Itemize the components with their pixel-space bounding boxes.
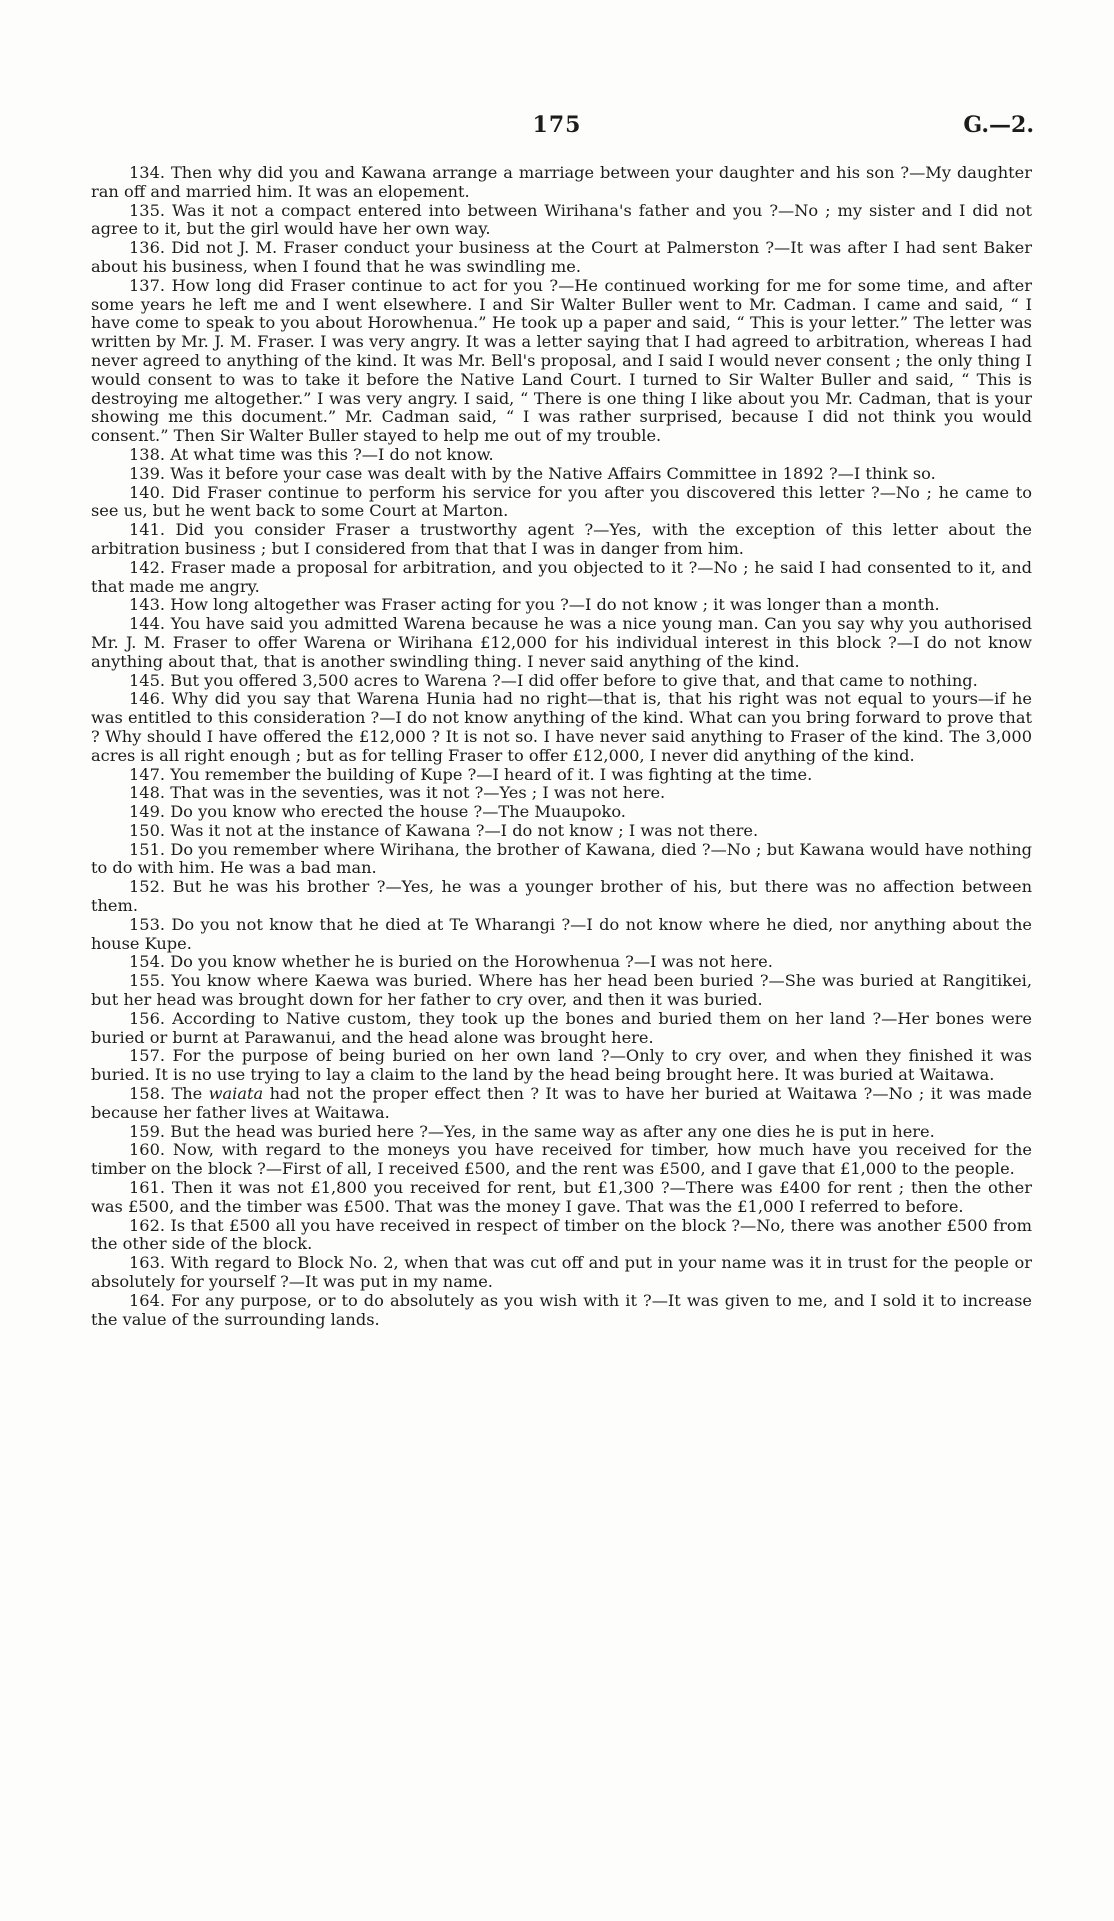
question-text: Why did you say that Warena Hunia had no right—that is, that his right was not equal to yours—if he was entitled to this consideration ?—: [91, 689, 1032, 728]
question-answer-paragraph: [91, 822, 1032, 841]
question-answer-paragraph: [91, 1085, 1032, 1123]
answer-text: It was put in my name.: [304, 1272, 493, 1292]
question-number: 142.: [129, 557, 166, 577]
question-answer-paragraph: [91, 596, 1032, 615]
question-answer-paragraph: [91, 690, 1032, 765]
question-answer-paragraph: [91, 484, 1032, 522]
question-text: But the head was buried here ?—: [170, 1121, 445, 1141]
question-text: Do you know who erected the house ?—: [170, 802, 499, 822]
answer-text: I do not know ; I was not there.: [500, 820, 759, 840]
answer-text: Yes, in the same way as after any one dies he is put in here.: [444, 1121, 935, 1141]
answer-text: The Muaupoko.: [498, 802, 626, 822]
answer-text: I was not here.: [650, 952, 773, 972]
question-text: You have said you admitted Warena because he was a nice young man. Can you say why you authorised Mr. J. M. Fraser to offer Warena or Wirihana £12,000 for his individual interest in this block ?—: [91, 614, 1032, 652]
answer-text: No ; my sister and I did not agree to it, but the girl would have her own way.: [91, 200, 1032, 239]
question-answer-paragraph: [91, 1217, 1032, 1255]
answer-text: No ; it was made because her father lives at Waitawa.: [91, 1084, 1032, 1122]
question-number: 148.: [129, 783, 166, 803]
question-answer-paragraph: [91, 784, 1032, 803]
question-number: 139.: [129, 463, 166, 483]
answer-text: My daughter ran off and married him. It was an elopement.: [91, 163, 1032, 201]
question-number: 160.: [129, 1140, 166, 1160]
question-text: had not the proper effect then ? It was to have her buried at Waitawa ?—: [263, 1084, 889, 1104]
answer-text: I heard of it. I was fighting at the time.: [492, 764, 813, 784]
question-text: How long did Fraser continue to act for you ?—: [171, 275, 575, 295]
question-text: That was in the seventies, was it not ?—: [170, 783, 500, 803]
answer-text: No ; he said I had consented to it, and that made me angry.: [91, 557, 1032, 596]
question-number: 135.: [129, 200, 166, 220]
answer-text: No, there was another £500 from the other side of the block.: [91, 1215, 1032, 1254]
question-number: 163.: [129, 1253, 166, 1273]
question-text: Did you consider Fraser a trustworthy agent ?—: [175, 520, 610, 540]
question-number: 157.: [129, 1046, 166, 1066]
question-number: 161.: [129, 1178, 166, 1198]
question-answer-paragraph: [91, 277, 1032, 446]
question-answer-paragraph: [91, 239, 1032, 277]
question-answer-paragraph: [91, 1047, 1032, 1085]
answer-text: I do not know anything of the kind. What can you bring forward to prove that ? Why should I have offered the £12,000 ? It is not so. I have never said anything to Fraser of the kind. The 3,000 acres is all right enough ; but as for telling Fraser to offer £12,000, I never did anything of the kind.: [91, 708, 1032, 765]
answer-text: There was £400 for rent ; then the other was £500, and the timber was £500. That was the money I gave. That was the £1,000 I referred to before.: [91, 1178, 1032, 1216]
question-text: Is that £500 all you have received in respect of timber on the block ?—: [170, 1215, 757, 1235]
question-text: Did not J. M. Fraser conduct your business at the Court at Palmerston ?—: [171, 238, 791, 258]
page-number: 175: [532, 112, 582, 138]
question-text: You remember the building of Kupe ?—: [170, 764, 493, 784]
question-number: 147.: [129, 764, 166, 784]
question-text: For any purpose, or to do absolutely as you wish with it ?—: [171, 1290, 668, 1310]
question-text: Do you not know that he died at Te Wharangi ?—: [171, 914, 587, 934]
answer-text: I think so.: [853, 463, 936, 483]
answer-text: Her bones were buried or burnt at Parawanui, and the head alone was brought here.: [91, 1008, 1032, 1047]
answer-text: He continued working for me for some time, and after some years he left me and I went elsewhere. I and Sir Walter Buller went to Mr. Cadman. I came and said, “ I have come to speak to you about Horowhenua.” He took up a paper and said, “ This is your letter.” The letter was written by Mr. J. M. Fraser. I was very angry. It was a letter saying that I had agreed to arbitration, whereas I had never agreed to anything of the kind. It was Mr. Bell's proposal, and I said I would never consent ; the only thing I would consent to was to take it before the Native Land Court. I turned to Sir Walter Buller and said, “ This is destroying me altogether.” I was very angry. I said, “ There is one thing I like about you Mr. Cadman, that is your showing me this document.” Mr. Cadman said, “ I was rather surprised, because I did not think you would consent.” Then Sir Walter Buller stayed to help me out of my trouble.: [91, 275, 1032, 446]
answer-text: I do not know.: [378, 444, 494, 464]
question-number: 153.: [129, 914, 166, 934]
evidence-body: [91, 164, 1032, 1329]
question-answer-paragraph: [91, 1254, 1032, 1292]
answer-text: It was after I had sent Baker about his business, when I found that he was swindling me.: [91, 238, 1033, 276]
question-text: You know where Kaewa was buried. Where has her head been buried ?—: [171, 971, 785, 991]
question-number: 154.: [129, 952, 166, 972]
question-answer-paragraph: [91, 953, 1032, 972]
answer-text: Yes, with the exception of this letter about the arbitration business ; but I considered from that that I was in danger from him.: [91, 520, 1032, 558]
question-number: 141.: [129, 520, 166, 540]
question-number: 158.: [129, 1084, 166, 1104]
answer-text: Yes, he was a younger brother of his, but there was no affection between them.: [91, 877, 1033, 916]
question-answer-paragraph: [91, 878, 1032, 916]
question-answer-paragraph: [91, 615, 1032, 671]
question-answer-paragraph: [91, 916, 1032, 954]
question-number: 155.: [129, 971, 166, 991]
question-text: Then why did you and Kawana arrange a marriage between your daughter and his son ?—: [170, 163, 926, 182]
question-number: 134.: [129, 163, 166, 182]
question-answer-paragraph: [91, 766, 1032, 785]
question-answer-paragraph: [91, 803, 1032, 822]
question-text: Was it not at the instance of Kawana ?—: [170, 820, 501, 840]
question-number: 150.: [129, 820, 166, 840]
question-number: 143.: [129, 595, 166, 615]
answer-text: It was given to me, and I sold it to increase the value of the surrounding lands.: [91, 1290, 1032, 1329]
question-number: 159.: [129, 1121, 166, 1141]
question-number: 156.: [129, 1008, 166, 1028]
answer-text: No ; he came to see us, but he went back to some Court at Marton.: [91, 482, 1032, 521]
question-answer-paragraph: [91, 1292, 1032, 1330]
question-answer-paragraph: [91, 1010, 1032, 1048]
question-text: With regard to Block No. 2, when that was cut off and put in your name was it in trust for the people or absolutely for yourself ?—: [91, 1253, 1032, 1292]
question-number: 136.: [129, 238, 166, 258]
answer-text: Only to cry over, and when they finished it was buried. It is no use trying to lay a claim to the land by the head being brought here. It was buried at Waitawa.: [91, 1046, 1032, 1085]
question-text: According to Native custom, they took up the bones and buried them on her land ?—: [172, 1008, 898, 1028]
answer-text: I do not know ; it was longer than a month.: [584, 595, 940, 615]
answer-text: Yes ; I was not here.: [499, 783, 666, 803]
question-text: How long altogether was Fraser acting for you ?—: [170, 595, 585, 615]
question-text: Now, with regard to the moneys you have received for timber, how much have you received for the timber on the block ?—: [91, 1140, 1032, 1179]
question-number: 146.: [129, 689, 166, 709]
question-number: 151.: [129, 839, 166, 859]
question-text: Was it not a compact entered into between Wirihana's father and you ?—: [172, 200, 795, 220]
question-text: Then it was not £1,800 you received for rent, but £1,300 ?—: [171, 1178, 686, 1198]
question-text-italic: waiata: [208, 1084, 264, 1104]
question-text: Did Fraser continue to perform his service for you after you discovered this letter ?—: [171, 482, 896, 502]
question-number: 149.: [129, 802, 166, 822]
question-text-prefix: The: [171, 1084, 209, 1104]
question-number: 164.: [129, 1290, 166, 1310]
question-number: 162.: [129, 1215, 166, 1235]
question-number: 138.: [129, 444, 166, 464]
question-text: For the purpose of being buried on her own land ?—: [172, 1046, 626, 1066]
question-answer-paragraph: [91, 446, 1032, 465]
question-answer-paragraph: [91, 164, 1032, 202]
answer-text: No ; but Kawana would have nothing to do with him. He was a bad man.: [91, 839, 1033, 878]
question-text: Do you remember where Wirihana, the brother of Kawana, died ?—: [170, 839, 727, 859]
page-header: [0, 112, 1114, 142]
question-text: Do you know whether he is buried on the Horowhenua ?—: [170, 952, 651, 972]
question-text: But you offered 3,500 acres to Warena ?—: [170, 670, 517, 690]
question-answer-paragraph: [91, 972, 1032, 1010]
question-text: Was it before your case was dealt with by the Native Affairs Committee in 1892 ?—: [170, 463, 854, 483]
question-number: 140.: [129, 482, 166, 502]
question-answer-paragraph: [91, 1123, 1032, 1142]
question-text: At what time was this ?—: [170, 444, 378, 464]
question-answer-paragraph: [91, 559, 1032, 597]
question-answer-paragraph: [91, 202, 1032, 240]
question-number: 152.: [129, 877, 166, 897]
question-answer-paragraph: [91, 1179, 1032, 1217]
question-answer-paragraph: [91, 465, 1032, 484]
question-number: 144.: [129, 614, 166, 634]
answer-text: She was buried at Rangitikei, but her head was brought down for her father to cry over, and then it was buried.: [91, 971, 1032, 1010]
question-number: 145.: [129, 670, 166, 690]
question-text: But he was his brother ?—: [172, 877, 402, 897]
question-answer-paragraph: [91, 841, 1032, 879]
question-answer-paragraph: [91, 1141, 1032, 1179]
question-answer-paragraph: [91, 672, 1032, 691]
question-text: Fraser made a proposal for arbitration, and you objected to it ?—: [170, 557, 714, 577]
answer-text: First of all, I received £500, and the rent was £500, and I gave that £1,000 to the people.: [282, 1159, 1015, 1179]
document-code: G.—2.: [963, 112, 1034, 138]
question-answer-paragraph: [91, 521, 1032, 559]
answer-text: I do not know where he died, nor anything about the house Kupe.: [91, 914, 1032, 953]
answer-text: I do not know anything about that, that is another swindling thing. I never said anything of the kind.: [91, 632, 1032, 671]
question-number: 137.: [129, 275, 166, 295]
answer-text: I did offer before to give that, and that came to nothing.: [516, 670, 978, 690]
